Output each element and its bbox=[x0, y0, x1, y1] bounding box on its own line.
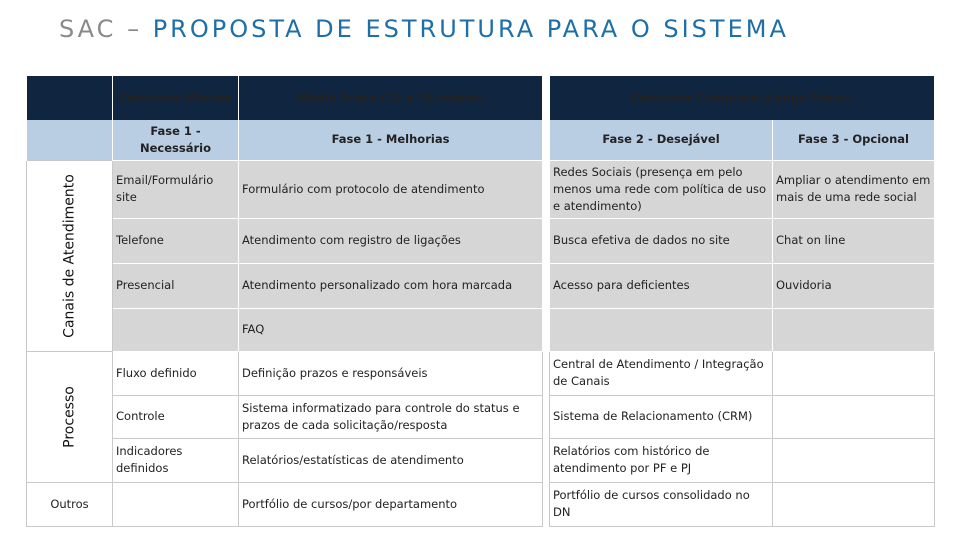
cell bbox=[113, 308, 239, 351]
table-row bbox=[27, 308, 935, 351]
cell: Telefone bbox=[113, 218, 239, 263]
cell bbox=[113, 482, 239, 526]
subheader-fase2-desejavel: Fase 2 - Desejável bbox=[550, 120, 773, 160]
cell: Presencial bbox=[113, 263, 239, 308]
cell: Fluxo definido bbox=[113, 351, 239, 395]
cell bbox=[773, 308, 935, 351]
cell: Indicadores definidos bbox=[113, 438, 239, 482]
subheader-fase1-melhorias: Fase 1 - Melhorias bbox=[239, 120, 543, 160]
header-estrutura-minima: Estrutura Mínima bbox=[113, 76, 239, 120]
header-row bbox=[27, 76, 935, 120]
header-gap bbox=[543, 76, 550, 120]
header-corner bbox=[27, 76, 113, 120]
cell: Sistema de Relacionamento (CRM) bbox=[550, 395, 773, 438]
subheader-fase1-necessario: Fase 1 - Necessário bbox=[113, 120, 239, 160]
table-row bbox=[27, 395, 935, 438]
cell: FAQ bbox=[239, 308, 543, 351]
cell: Portfólio de cursos consolidado no DN bbox=[550, 482, 773, 526]
cell: Relatórios com histórico de atendimento por PF e PJ bbox=[550, 438, 773, 482]
cell: Redes Sociais (presença em pelo menos uma rede com política de uso e atendimento) bbox=[550, 160, 773, 218]
table-row bbox=[27, 160, 935, 218]
cell: Formulário com protocolo de atendimento bbox=[239, 160, 543, 218]
group-processo bbox=[27, 351, 113, 482]
page-title bbox=[59, 15, 789, 43]
cell: Central de Atendimento / Integração de Canais bbox=[550, 351, 773, 395]
header-estrutura-completa: Estrutura Completa (Longo Prazo) bbox=[550, 76, 935, 120]
subheader-gap bbox=[543, 120, 550, 160]
table-row bbox=[27, 438, 935, 482]
cell bbox=[550, 308, 773, 351]
table-row bbox=[27, 482, 935, 526]
title-prefix: SAC – bbox=[59, 15, 153, 43]
cell: Controle bbox=[113, 395, 239, 438]
cell: Atendimento personalizado com hora marcada bbox=[239, 263, 543, 308]
cell: Sistema informatizado para controle do status e prazos de cada solicitação/resposta bbox=[239, 395, 543, 438]
cell: Ampliar o atendimento em mais de uma rede social bbox=[773, 160, 935, 218]
cell: Portfólio de cursos/por departamento bbox=[239, 482, 543, 526]
table-row bbox=[27, 263, 935, 308]
cell bbox=[773, 395, 935, 438]
cell: Chat on line bbox=[773, 218, 935, 263]
cell: Atendimento com registro de ligações bbox=[239, 218, 543, 263]
group-canais-label: Canais de Atendimento bbox=[61, 173, 77, 338]
structure-table bbox=[26, 76, 935, 527]
group-canais-de-atendimento bbox=[27, 160, 113, 351]
subheader-row bbox=[27, 120, 935, 160]
cell bbox=[773, 351, 935, 395]
header-medio-prazo: Médio Prazo (12 a 18 meses) bbox=[239, 76, 543, 120]
cell bbox=[773, 438, 935, 482]
cell: Acesso para deficientes bbox=[550, 263, 773, 308]
subheader-corner bbox=[27, 120, 113, 160]
group-processo-label: Processo bbox=[61, 385, 77, 448]
cell: Relatórios/estatísticas de atendimento bbox=[239, 438, 543, 482]
title-main: PROPOSTA DE ESTRUTURA PARA O SISTEMA bbox=[152, 15, 789, 43]
table-row bbox=[27, 351, 935, 395]
table-row bbox=[27, 218, 935, 263]
cell: Ouvidoria bbox=[773, 263, 935, 308]
cell: Email/Formulário site bbox=[113, 160, 239, 218]
subheader-fase3-opcional: Fase 3 - Opcional bbox=[773, 120, 935, 160]
cell bbox=[773, 482, 935, 526]
cell: Busca efetiva de dados no site bbox=[550, 218, 773, 263]
cell: Definição prazos e responsáveis bbox=[239, 351, 543, 395]
group-outros: Outros bbox=[27, 482, 113, 526]
